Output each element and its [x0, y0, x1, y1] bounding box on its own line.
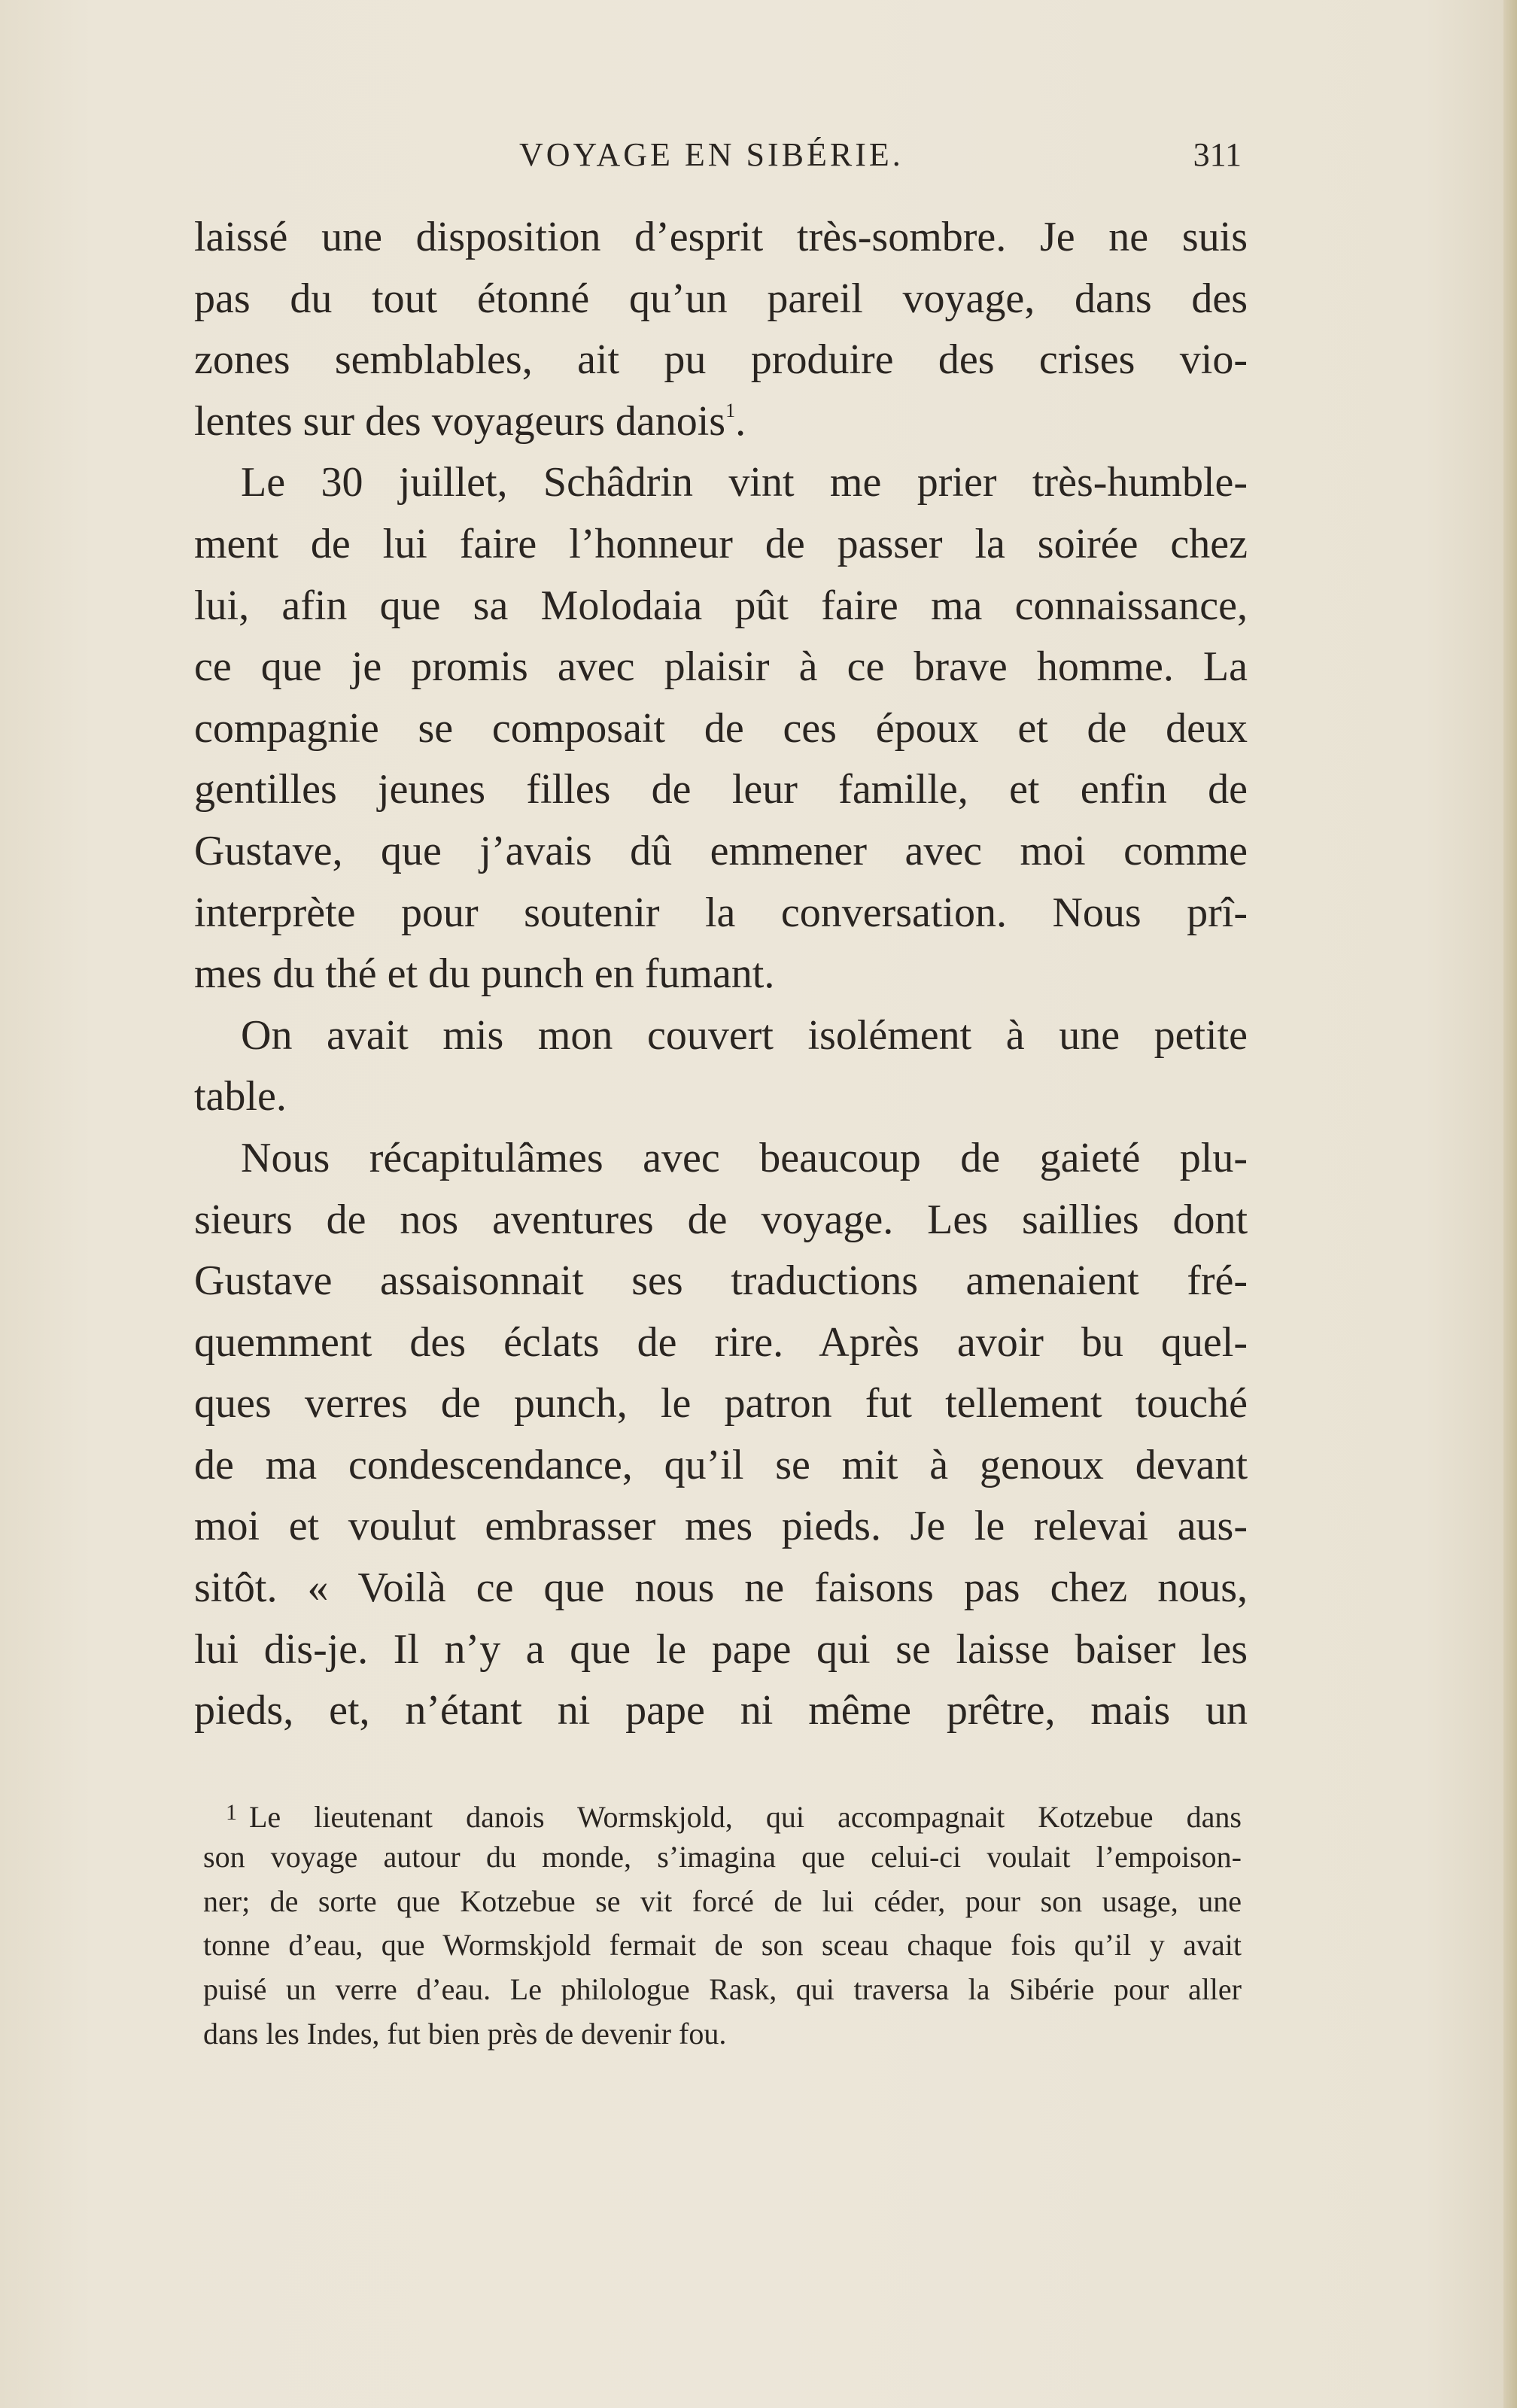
body-line: moi et voulut embrasser mes pieds. Je le relevai aus- — [194, 1503, 1248, 1550]
footnote-text: Le lieutenant danois Wormskjold, qui accompagnait Kotzebue dans — [249, 1800, 1242, 1834]
page-edge — [1503, 0, 1517, 2408]
body-line: de ma condescendance, qu’il se mit à genoux devant — [194, 1441, 1248, 1488]
footnote-line: son voyage autour du monde, s’imagina que celui-ci voulait l’empoison- — [203, 1839, 1242, 1874]
body-line: quemment des éclats de rire. Après avoir bu quel- — [194, 1318, 1248, 1366]
body-line: compagnie se composait de ces époux et de deux — [194, 704, 1248, 752]
body-line-with-footnote-ref — [194, 391, 1248, 453]
body-line: Gustave, que j’avais dû emmener avec moi comme — [194, 827, 1248, 874]
body-line: lentes sur des voyageurs danois — [194, 397, 726, 445]
footnote-line: puisé un verre d’eau. Le philologue Rask, qui traversa la Sibérie pour aller — [203, 1972, 1242, 2007]
body-line: Gustave assaisonnait ses traductions amenaient fré- — [194, 1257, 1248, 1305]
body-line: zones semblables, ait pu produire des crises vio- — [194, 336, 1248, 384]
page-number: 311 — [1193, 136, 1242, 173]
body-line: table. — [194, 1073, 287, 1120]
body-line: pas du tout étonné qu’un pareil voyage, dans des — [194, 275, 1248, 322]
body-line: gentilles jeunes filles de leur famille, et enfin de — [194, 766, 1248, 813]
body-line: ques verres de punch, le patron fut tellement touché — [194, 1380, 1248, 1427]
running-title: VOYAGE EN SIBÉRIE. — [519, 136, 904, 173]
body-line: pieds, et, n’étant ni pape ni même prêtre, mais un — [194, 1687, 1248, 1735]
body-line-end: . — [735, 397, 746, 445]
footnote-line: dans les Indes, fut bien près de devenir fou. — [203, 2016, 727, 2051]
body-line: interprète pour soutenir la conversation. Nous prî- — [194, 889, 1248, 936]
body-line: laissé une disposition d’esprit très-sombre. Je ne suis — [194, 214, 1248, 260]
footnote-line: ner; de sorte que Kotzebue se vit forcé de lui céder, pour son usage, une — [203, 1884, 1242, 1918]
body-line: lui dis-je. Il n’y a que le pape qui se laisse baiser les — [194, 1625, 1248, 1673]
body-line: On avait mis mon couvert isolément à une petite — [241, 1011, 1248, 1059]
body-line: ment de lui faire l’honneur de passer la soirée chez — [194, 520, 1248, 567]
footnote-line — [203, 1791, 1242, 1835]
body-line: sieurs de nos aventures de voyage. Les saillies dont — [194, 1196, 1248, 1243]
body-line: Le 30 juillet, Schâdrin vint me prier très-humble- — [241, 459, 1248, 506]
body-line: ce que je promis avec plaisir à ce brave homme. La — [194, 643, 1248, 691]
body-text — [194, 207, 1248, 1742]
body-line: sitôt. « Voilà ce que nous ne faisons pas chez nous, — [194, 1564, 1248, 1612]
footnote-line: tonne d’eau, que Wormskjold fermait de son sceau chaque fois qu’il y avait — [203, 1928, 1242, 1963]
footnote — [203, 1791, 1242, 2057]
body-line: mes du thé et du punch en fumant. — [194, 950, 775, 998]
footnote-ref: 1 — [725, 399, 736, 421]
footnote-marker: 1 — [226, 1800, 237, 1825]
body-line: lui, afin que sa Molodaia pût faire ma connaissance, — [194, 582, 1248, 629]
body-line: Nous récapitulâmes avec beaucoup de gaieté plu- — [241, 1134, 1248, 1181]
running-head — [188, 132, 1242, 178]
